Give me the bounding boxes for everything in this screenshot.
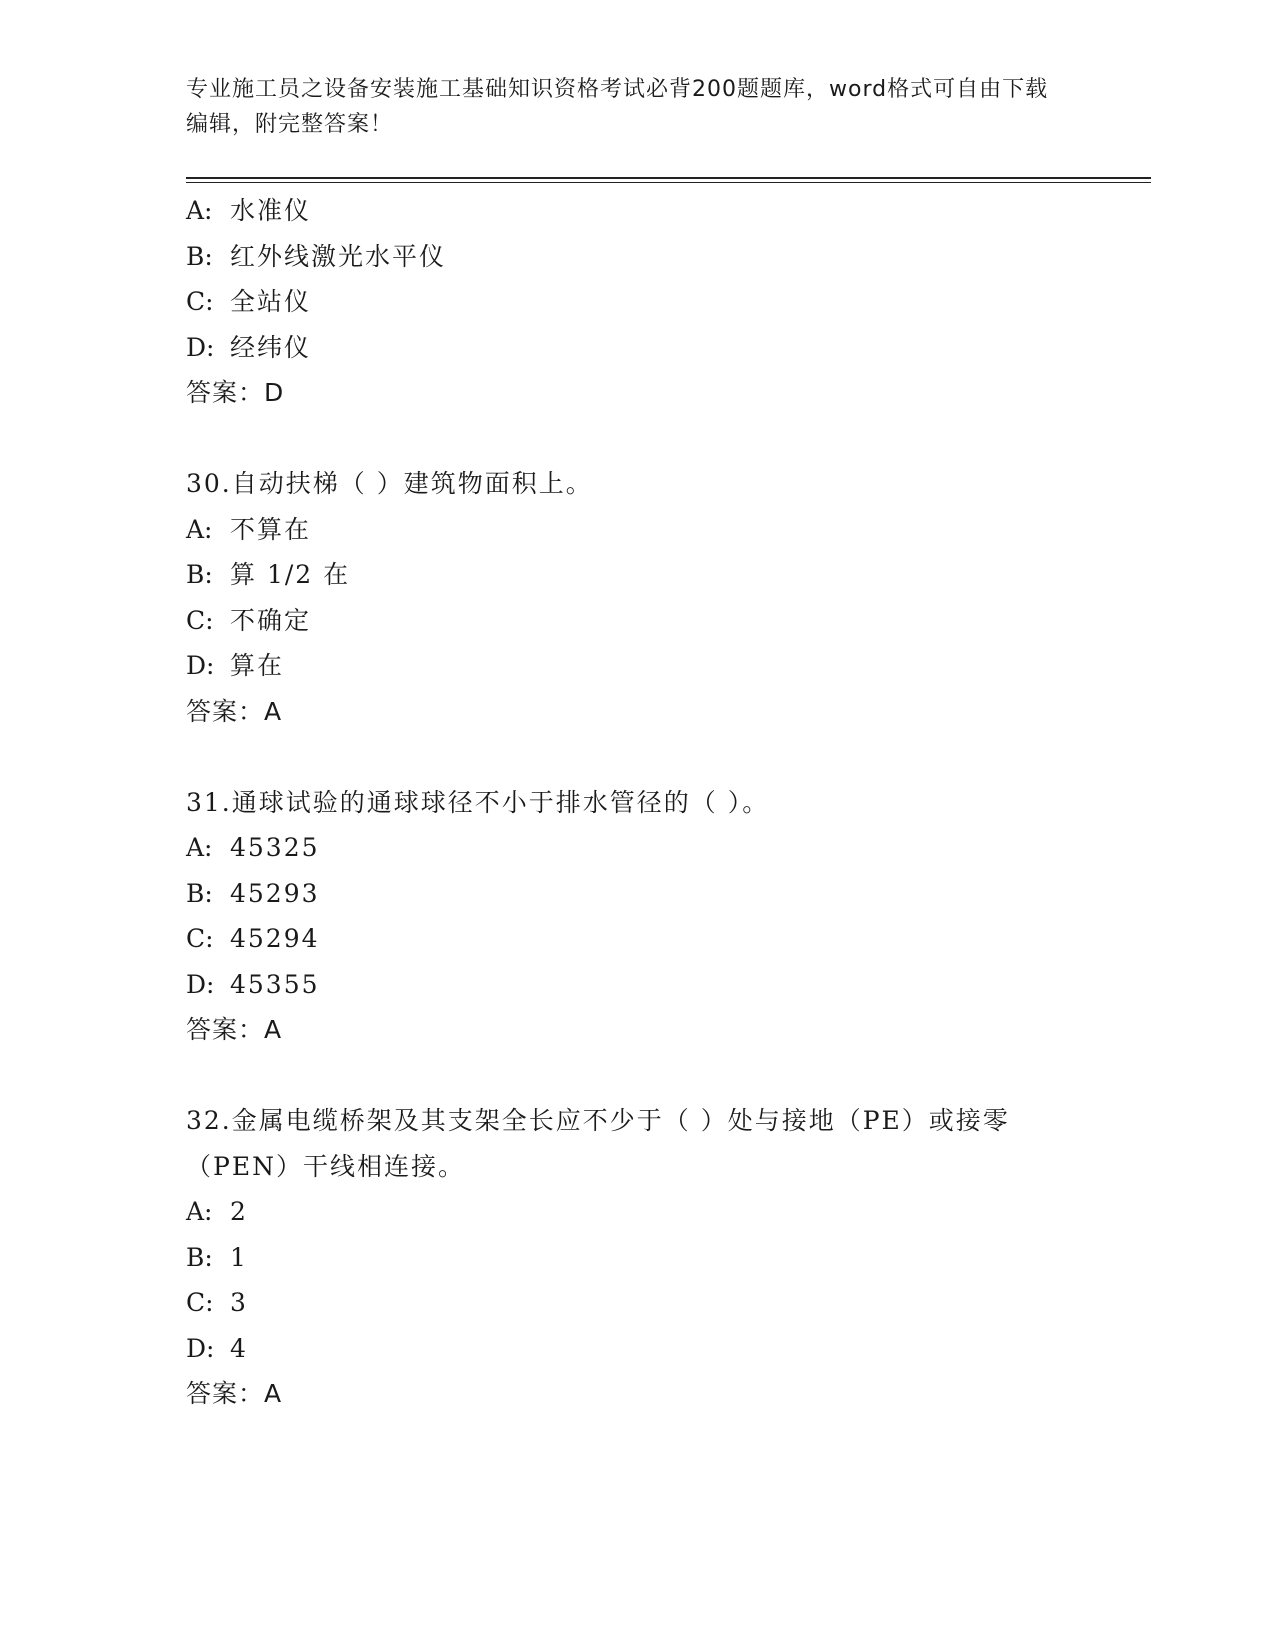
question-stem: 31.通球试验的通球球径不小于排水管径的（ ）。	[186, 787, 770, 817]
option-b: B: 1	[186, 1242, 248, 1272]
question-block-32	[186, 1098, 1086, 1417]
spacer	[186, 1053, 1086, 1099]
option-b: B: 45293	[186, 878, 320, 908]
option-a: A: 不算在	[186, 514, 312, 544]
option-c: C: 3	[186, 1288, 248, 1317]
option-d: D: 45355	[186, 969, 320, 999]
answer-line: 答案：D	[186, 378, 285, 407]
spacer	[186, 734, 1086, 780]
option-b: B: 算 1/2 在	[186, 560, 351, 589]
question-stem-line-2: （PEN）干线相连接。	[186, 1151, 465, 1181]
question-block-29	[186, 188, 1086, 416]
option-d: D: 4	[186, 1333, 248, 1363]
option-a: A: 2	[186, 1197, 248, 1226]
header-divider-thick	[186, 177, 1151, 179]
question-block-31	[186, 780, 1086, 1053]
question-stem-line-1: 32.金属电缆桥架及其支架全长应不少于（ ）处与接地（PE）或接零	[186, 1106, 1010, 1135]
answer-line: 答案：A	[186, 696, 283, 726]
spacer	[186, 416, 1086, 462]
answer-line: 答案：A	[186, 1015, 283, 1044]
question-stem: 30.自动扶梯（ ）建筑物面积上。	[186, 469, 593, 498]
option-d: D: 经纬仪	[186, 332, 312, 362]
option-c: C: 不确定	[186, 605, 312, 635]
header-divider-thin	[186, 182, 1151, 183]
question-list	[186, 188, 1086, 1417]
option-a: A: 45325	[186, 833, 320, 862]
answer-line: 答案：A	[186, 1379, 283, 1408]
question-block-30	[186, 461, 1086, 734]
option-b: B: 红外线激光水平仪	[186, 241, 447, 271]
document-title: 专业施工员之设备安装施工基础知识资格考试必背200题题库，word格式可自由下载编辑，附完整答案！	[186, 77, 1049, 137]
option-d: D: 算在	[186, 651, 285, 680]
option-c: C: 45294	[186, 924, 320, 953]
option-a: A: 水准仪	[186, 196, 312, 225]
option-c: C: 全站仪	[186, 287, 312, 316]
